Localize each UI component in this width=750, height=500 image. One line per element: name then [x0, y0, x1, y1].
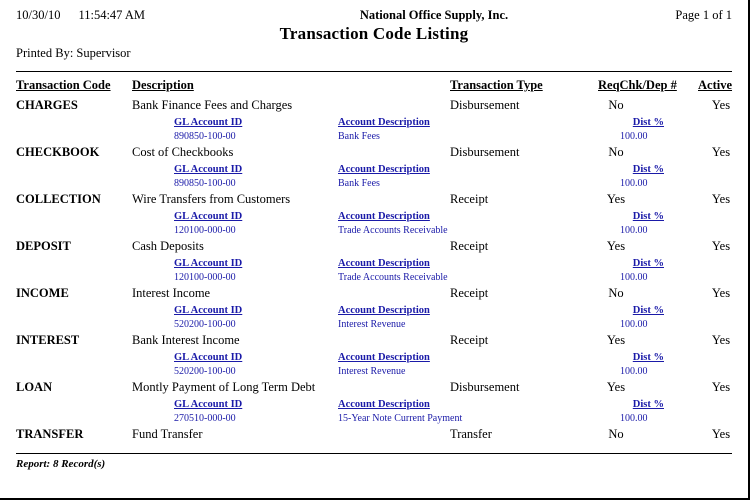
cell-reqchk: Yes: [606, 239, 626, 253]
cell-active: Yes: [711, 427, 731, 441]
printed-by: Printed By: Supervisor: [16, 46, 131, 60]
sub-header-account-id: GL Account ID: [174, 117, 243, 128]
row-sub-values: [16, 178, 732, 192]
cell-account-description: Interest Revenue: [338, 366, 406, 377]
row-sub-header: [16, 211, 732, 225]
cell-account-id: 270510-000-00: [174, 413, 236, 424]
cell-type: Disbursement: [450, 145, 520, 159]
sub-header-account-id: GL Account ID: [174, 352, 243, 363]
cell-account-description: Bank Fees: [338, 131, 380, 142]
column-header-description: Description: [132, 78, 194, 92]
cell-type: Receipt: [450, 239, 489, 253]
cell-code: LOAN: [16, 380, 53, 394]
print-date: 10/30/10: [16, 8, 61, 22]
cell-description: Wire Transfers from Customers: [132, 192, 291, 206]
table-row: [16, 192, 732, 239]
cell-dist: 100.00: [620, 319, 648, 330]
cell-code: COLLECTION: [16, 192, 101, 206]
row-sub-header: [16, 258, 732, 272]
cell-active: Yes: [711, 145, 731, 159]
company-name: National Office Supply, Inc.: [359, 8, 509, 22]
print-time: 11:54:47 AM: [78, 8, 146, 22]
row-sub-header: [16, 164, 732, 178]
cell-active: Yes: [711, 286, 731, 300]
column-header-reqchk: ReqChk/Dep #: [598, 78, 677, 92]
sub-header-dist: Dist %: [632, 211, 664, 222]
page-number: Page 1 of 1: [675, 8, 732, 22]
sub-header-account-description: Account Description: [338, 211, 430, 222]
cell-type: Transfer: [450, 427, 492, 441]
row-main: [16, 192, 732, 211]
cell-reqchk: Yes: [606, 333, 626, 347]
header-right: [602, 8, 732, 23]
cell-active: Yes: [711, 98, 731, 112]
cell-type: Disbursement: [450, 380, 520, 394]
sub-header-dist: Dist %: [632, 258, 664, 269]
table-row: [16, 98, 732, 145]
cell-reqchk: No: [608, 286, 624, 300]
row-sub-values: [16, 225, 732, 239]
cell-active: Yes: [711, 192, 731, 206]
cell-reqchk: No: [608, 145, 624, 159]
row-sub-values: [16, 413, 732, 427]
table-row: [16, 239, 732, 286]
column-headers: [16, 78, 732, 96]
row-sub-header: [16, 399, 732, 413]
cell-type: Receipt: [450, 333, 489, 347]
sub-header-dist: Dist %: [632, 305, 664, 316]
cell-description: Cash Deposits: [132, 239, 204, 253]
cell-description: Interest Income: [132, 286, 211, 300]
header-left: [16, 8, 266, 23]
column-header-transaction-type: Transaction Type: [450, 78, 543, 92]
row-sub-values: [16, 272, 732, 286]
row-main: [16, 427, 732, 446]
page-title: Transaction Code Listing: [279, 24, 469, 43]
sub-header-account-id: GL Account ID: [174, 164, 243, 175]
cell-dist: 100.00: [620, 178, 648, 189]
cell-account-description: Trade Accounts Receivable: [338, 225, 448, 236]
cell-account-description: Interest Revenue: [338, 319, 406, 330]
cell-account-description: 15-Year Note Current Payment: [338, 413, 463, 424]
cell-code: TRANSFER: [16, 427, 84, 441]
row-main: [16, 380, 732, 399]
cell-dist: 100.00: [620, 225, 648, 236]
sub-header-account-id: GL Account ID: [174, 258, 243, 269]
table-row: [16, 145, 732, 192]
record-count: Report: 8 Record(s): [16, 458, 106, 470]
report-rows: [16, 98, 732, 449]
footer-divider: [16, 453, 732, 454]
row-main: [16, 98, 732, 117]
cell-code: DEPOSIT: [16, 239, 71, 253]
sub-header-account-description: Account Description: [338, 305, 430, 316]
cell-type: Receipt: [450, 192, 489, 206]
row-main: [16, 239, 732, 258]
cell-description: Montly Payment of Long Term Debt: [132, 380, 316, 394]
cell-account-id: 520200-100-00: [174, 319, 236, 330]
sub-header-dist: Dist %: [632, 164, 664, 175]
cell-description: Fund Transfer: [132, 427, 203, 441]
sub-header-account-id: GL Account ID: [174, 399, 243, 410]
cell-dist: 100.00: [620, 272, 648, 283]
row-sub-header: [16, 117, 732, 131]
report-header: [16, 8, 732, 23]
cell-active: Yes: [711, 380, 731, 394]
cell-reqchk: No: [608, 98, 624, 112]
row-sub-header: [16, 305, 732, 319]
cell-code: CHECKBOOK: [16, 145, 100, 159]
sub-header-account-id: GL Account ID: [174, 305, 243, 316]
cell-account-id: 120100-000-00: [174, 272, 236, 283]
cell-description: Bank Interest Income: [132, 333, 240, 347]
cell-reqchk: Yes: [606, 380, 626, 394]
table-row: [16, 427, 732, 449]
cell-active: Yes: [711, 239, 731, 253]
column-header-active: Active: [698, 78, 733, 92]
cell-code: INCOME: [16, 286, 69, 300]
table-row: [16, 333, 732, 380]
row-main: [16, 286, 732, 305]
print-datetime: [16, 8, 266, 23]
row-sub-values: [16, 131, 732, 145]
row-main: [16, 145, 732, 164]
cell-account-id: 890850-100-00: [174, 178, 236, 189]
cell-dist: 100.00: [620, 131, 648, 142]
row-sub-values: [16, 319, 732, 333]
cell-type: Disbursement: [450, 98, 520, 112]
sub-header-dist: Dist %: [632, 117, 664, 128]
cell-account-description: Trade Accounts Receivable: [338, 272, 448, 283]
header-divider: [16, 71, 732, 72]
cell-description: Cost of Checkbooks: [132, 145, 234, 159]
cell-account-description: Bank Fees: [338, 178, 380, 189]
table-row: [16, 380, 732, 427]
sub-header-dist: Dist %: [632, 399, 664, 410]
sub-header-account-description: Account Description: [338, 399, 430, 410]
cell-reqchk: No: [608, 427, 624, 441]
sub-header-dist: Dist %: [632, 352, 664, 363]
cell-account-id: 520200-100-00: [174, 366, 236, 377]
cell-code: CHARGES: [16, 98, 78, 112]
cell-type: Receipt: [450, 286, 489, 300]
sub-header-account-description: Account Description: [338, 352, 430, 363]
header-center: [266, 8, 602, 23]
column-header-transaction-code: Transaction Code: [16, 78, 111, 92]
cell-account-id: 120100-000-00: [174, 225, 236, 236]
row-main: [16, 333, 732, 352]
row-sub-header: [16, 352, 732, 366]
sub-header-account-id: GL Account ID: [174, 211, 243, 222]
sub-header-account-description: Account Description: [338, 258, 430, 269]
table-row: [16, 286, 732, 333]
row-sub-values: [16, 366, 732, 380]
cell-description: Bank Finance Fees and Charges: [132, 98, 293, 112]
sub-header-account-description: Account Description: [338, 117, 430, 128]
cell-account-id: 890850-100-00: [174, 131, 236, 142]
cell-dist: 100.00: [620, 413, 648, 424]
cell-active: Yes: [711, 333, 731, 347]
cell-code: INTEREST: [16, 333, 80, 347]
cell-dist: 100.00: [620, 366, 648, 377]
sub-header-account-description: Account Description: [338, 164, 430, 175]
cell-reqchk: Yes: [606, 192, 626, 206]
